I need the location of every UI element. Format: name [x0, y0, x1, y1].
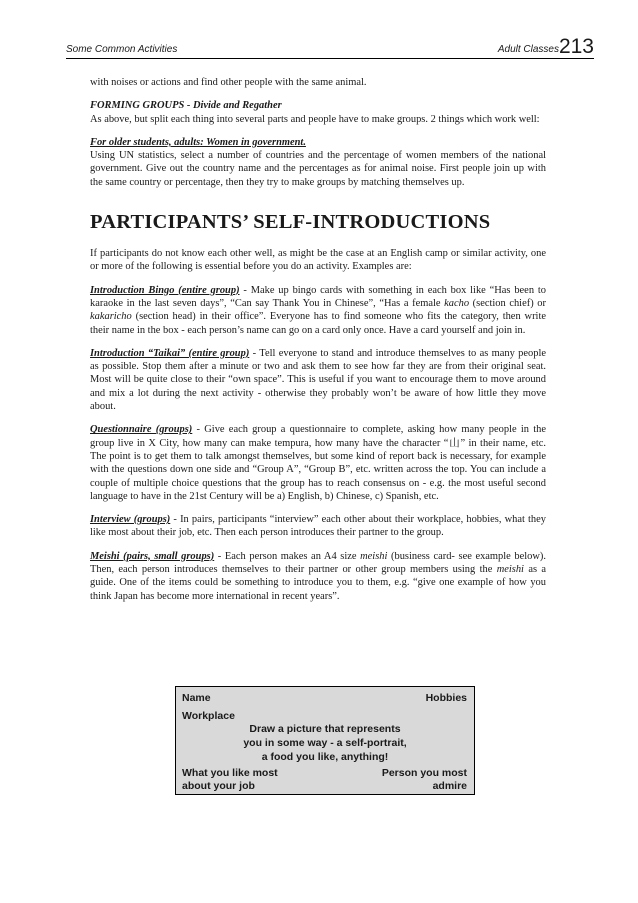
meishi-text-2: (business card- see example below). Then, each person introduces themselves to their partner or other group members using the [90, 550, 546, 576]
running-title-left: Some Common Activities [66, 44, 178, 55]
questionnaire-text: - Give each group a questionnaire to complete, asking how many people in the group live in X City, how many can make tempura, how many have the character “山” in their name, etc. The point is to get them to talk amongst themselves, but some kind of report back is necessary, for example with the questions down one side and “Group A”, “Group B”, etc. written across the top. You can include a couple of multiple choice questions that the group has to reach consensus on - e.g. the most useful second language to have in the 21st Century will be a) English, b) Chinese, c) Spanish, etc. [90, 424, 547, 502]
interview-heading: Interview (groups) [90, 514, 171, 526]
card-admire-line-1: Person you most [381, 767, 467, 779]
meishi-heading: Meishi (pairs, small groups) [90, 550, 215, 562]
bingo-term-kacho: kacho [444, 297, 470, 309]
bingo-heading: Introduction Bingo (entire group) [90, 284, 240, 296]
card-center-line-2: you in some way - a self-portrait, [243, 737, 407, 749]
meishi-example-card [175, 686, 475, 795]
interview-paragraph [90, 513, 546, 540]
taikai-paragraph [90, 347, 546, 413]
older-students-heading: For older students, adults: Women in government. [90, 136, 306, 148]
section-intro: If participants do not know each other well, as might be the case at an English camp or similar activity, one or more of the following is essential before you do an activity. Examples are: [90, 248, 546, 273]
taikai-text: - Tell everyone to stand and introduce themselves to as many people as possible. Stop them after a minute or two and ask them to see how far they are from their original seat. Most will be quite close to their “own space”. This is useful if you want to encourage them to move around and mix a lot during the next activity - otherwise they probably won’t be aware of how little they move about. [90, 347, 547, 413]
bingo-text-1: - Make up bingo cards with something in each box like “Has been to karaoke in the last seven days”, “Can say Thank You in Chinese”, “Has a female [90, 284, 546, 309]
card-hobbies-label: Hobbies [425, 692, 467, 704]
bingo-text-2: (section chief) or [469, 297, 546, 309]
meishi-term-2: meishi [496, 564, 524, 576]
interview-text: - In pairs, participants “interview” each other about their workplace, hobbies, what they like most about their job, etc. Then each person introduces their partner to the group. [90, 514, 547, 539]
older-students-paragraph [90, 136, 546, 189]
meishi-text-1: - Each person makes an A4 size [214, 550, 361, 562]
card-like-line-1: What you like most [182, 767, 278, 779]
forming-groups-paragraph [90, 99, 546, 126]
intro-paragraph: with noises or actions and find other people with the same animal. [90, 77, 367, 88]
card-admire-line-2: admire [432, 780, 467, 792]
bingo-paragraph [90, 284, 546, 337]
forming-groups-heading: FORMING GROUPS - Divide and Regather [90, 100, 282, 112]
card-name-label: Name [182, 692, 211, 704]
questionnaire-paragraph [90, 423, 546, 503]
older-students-text: Using UN statistics, select a number of countries and the percentage of women members of the national government. Give out the country name and the percentages as for animal noise. First people join up with the same country or percentage, then they try to make groups by matching themselves up. [90, 150, 546, 188]
page-body [90, 76, 546, 613]
bingo-term-kakaricho: kakaricho [90, 311, 132, 323]
meishi-term-1: meishi [360, 550, 388, 562]
card-center-line-1: Draw a picture that represents [249, 723, 401, 735]
taikai-heading: Introduction “Taikai” (entire group) [90, 347, 250, 359]
meishi-paragraph [90, 550, 546, 603]
bingo-text-3: (section head) in their office”. Everyone has to find someone who fits the category, then write their name in the box - each person’s name can go on a card only once. Have a card yourself and join in. [90, 311, 546, 336]
meishi-text-3: as a guide. One of the items could be something to introduce you to them, e.g. “give one example of how you think Japan has become more international in recent years”. [90, 564, 546, 602]
card-workplace-label: Workplace [182, 710, 235, 722]
card-center-line-3: a food you like, anything! [261, 751, 389, 763]
running-title-right: Adult Classes [497, 44, 559, 55]
questionnaire-heading: Questionnaire (groups) [90, 424, 193, 436]
forming-groups-text: As above, but split each thing into several parts and people have to make groups. 2 things which work well: [90, 113, 540, 125]
section-title: PARTICIPANTS’ SELF-INTRODUCTIONS [90, 211, 491, 234]
page-header [66, 34, 594, 59]
page-number: 213 [558, 35, 594, 58]
card-like-line-2: about your job [182, 780, 255, 792]
